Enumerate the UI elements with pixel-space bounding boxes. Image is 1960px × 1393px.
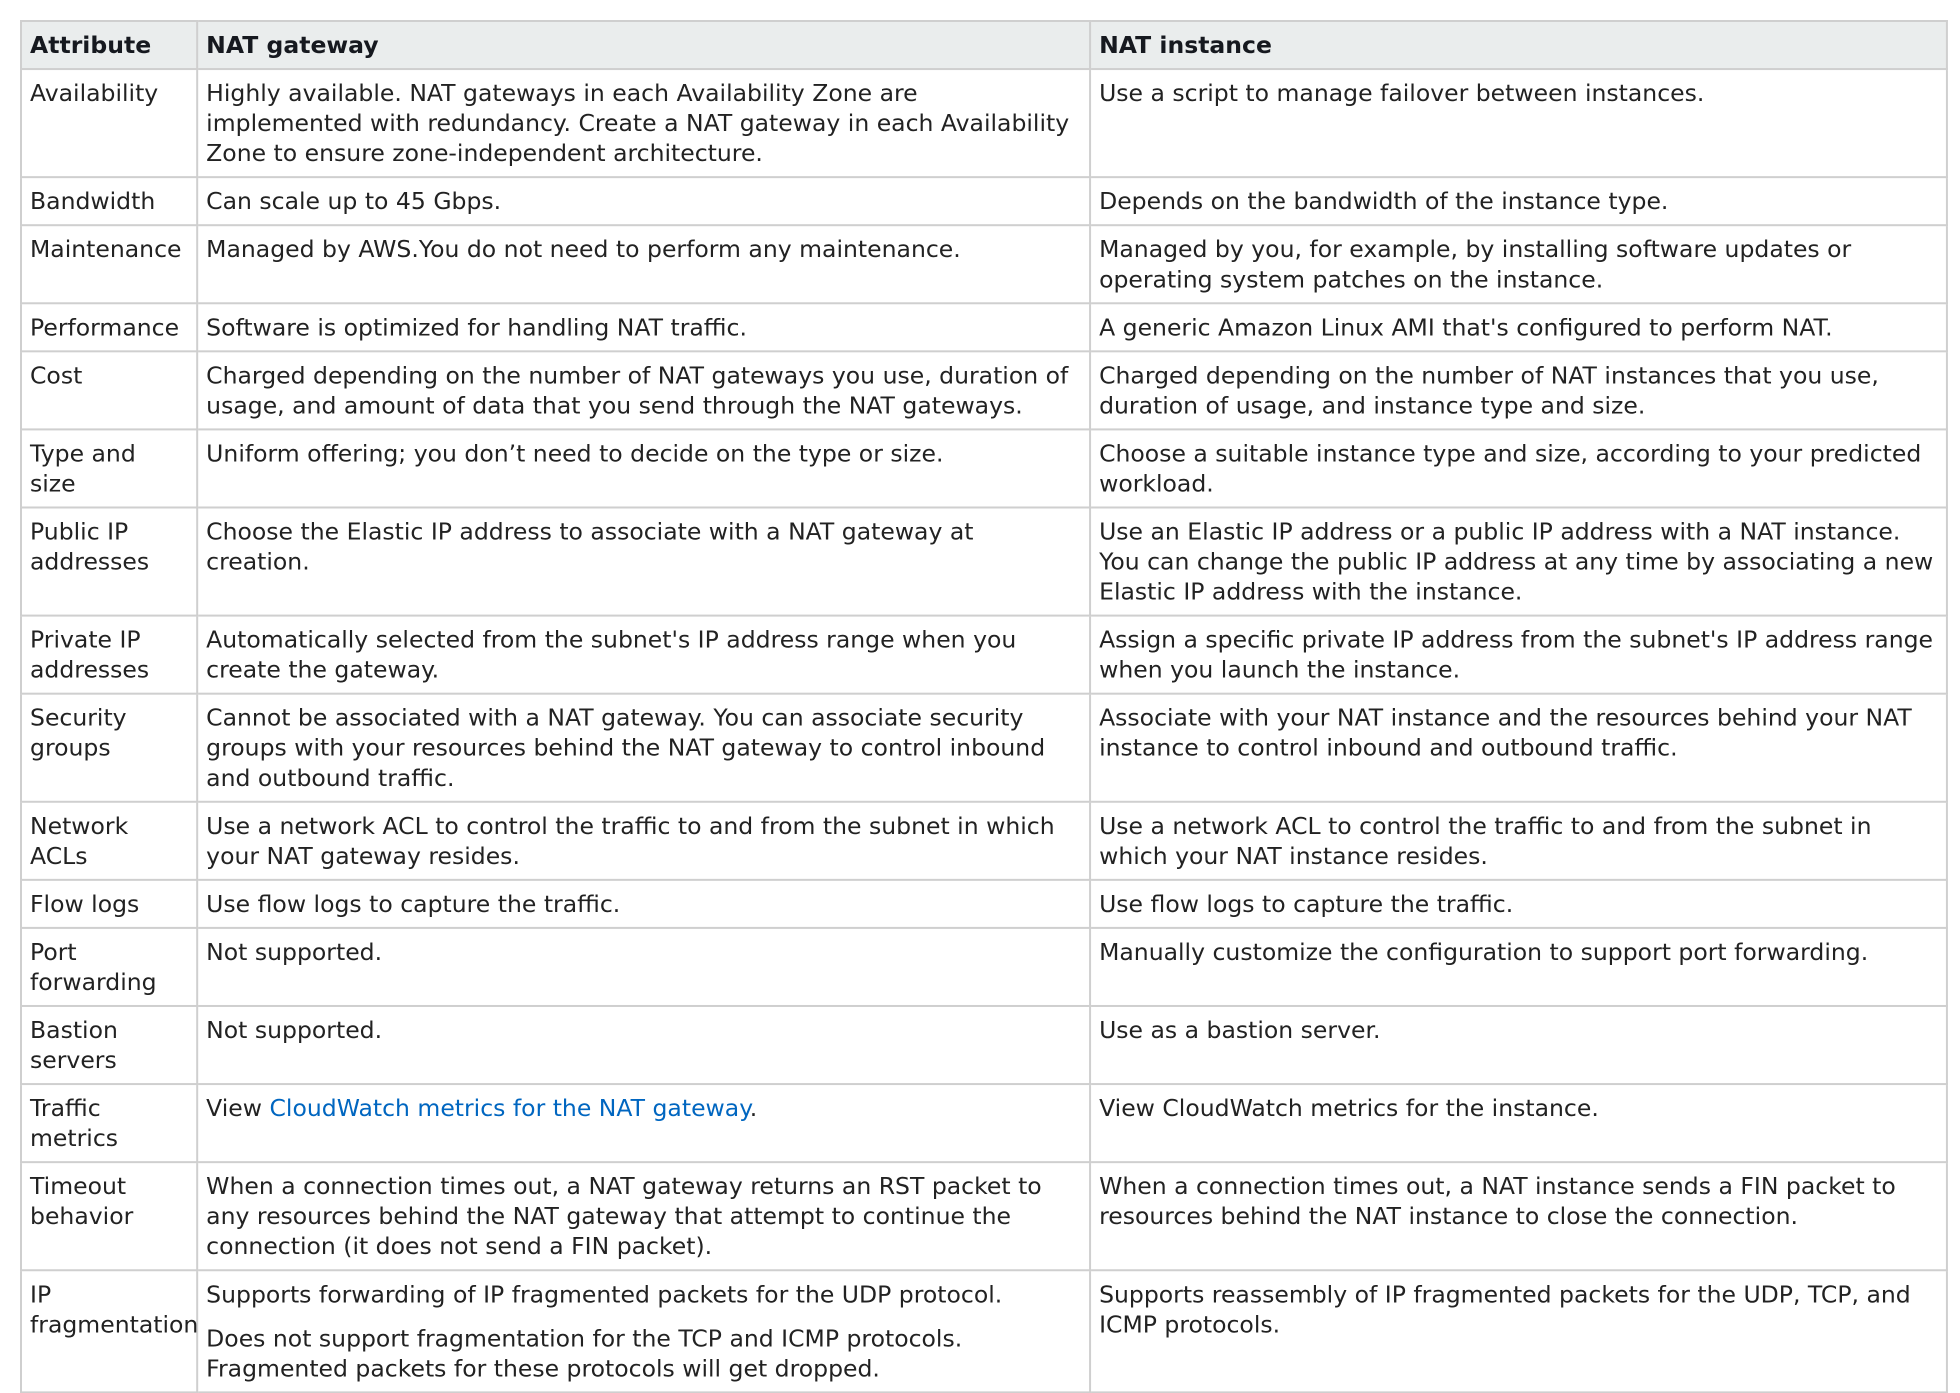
- attribute-cell: Private IP addresses: [21, 616, 197, 694]
- cell-paragraph: Software is optimized for handling NAT traffic.: [206, 313, 747, 342]
- nat-gateway-cell: [197, 507, 1090, 615]
- nat-gateway-cell: [197, 1084, 1090, 1162]
- attribute-cell: Timeout behavior: [21, 1162, 197, 1270]
- link-prefix-text: View: [206, 1094, 270, 1123]
- nat-gateway-cell: [197, 303, 1090, 351]
- cell-paragraph: Can scale up to 45 Gbps.: [206, 187, 502, 216]
- table-row: [21, 802, 1947, 880]
- attribute-cell: IP fragmentation: [21, 1270, 197, 1392]
- cell-paragraph: Depends on the bandwidth of the instance type.: [1099, 187, 1669, 216]
- nat-gateway-cell: [197, 802, 1090, 880]
- table-row: [21, 928, 1947, 1006]
- nat-gateway-cell: [197, 616, 1090, 694]
- table-row: [21, 1006, 1947, 1084]
- table-body: [21, 69, 1947, 1392]
- cell-paragraph: [206, 1093, 1081, 1123]
- nat-gateway-cell: [197, 1162, 1090, 1270]
- nat-instance-cell: [1090, 1084, 1947, 1162]
- nat-instance-cell: [1090, 694, 1947, 802]
- nat-instance-cell: [1090, 507, 1947, 615]
- header-attribute: Attribute: [21, 21, 197, 69]
- cell-paragraph: Choose the Elastic IP address to associate with a NAT gateway at creation.: [206, 517, 974, 576]
- nat-gateway-cell: [197, 694, 1090, 802]
- cell-paragraph: Not supported.: [206, 937, 383, 966]
- table-row: [21, 177, 1947, 225]
- attribute-cell: Maintenance: [21, 225, 197, 303]
- nat-gateway-cell: [197, 69, 1090, 177]
- cell-paragraph: Use an Elastic IP address or a public IP address with a NAT instance. You can change the public IP address at any time by associating a new Elastic IP address with the instance.: [1099, 517, 1934, 606]
- nat-gateway-cell: [197, 880, 1090, 928]
- attribute-cell: Traffic metrics: [21, 1084, 197, 1162]
- nat-instance-cell: [1090, 1006, 1947, 1084]
- cell-paragraph: Assign a specific private IP address from the subnet's IP address range when you launch the instance.: [1099, 625, 1934, 684]
- table-row: [21, 694, 1947, 802]
- cloudwatch-metrics-link[interactable]: CloudWatch metrics for the NAT gateway: [269, 1094, 750, 1123]
- cell-paragraph: Associate with your NAT instance and the resources behind your NAT instance to control inbound and outbound traffic.: [1099, 703, 1912, 762]
- header-nat-gateway: NAT gateway: [197, 21, 1090, 69]
- table-row: [21, 351, 1947, 429]
- attribute-cell: Port forwarding: [21, 928, 197, 1006]
- cell-paragraph: Manually customize the configuration to support port forwarding.: [1099, 937, 1869, 966]
- table-row: [21, 69, 1947, 177]
- table-row: [21, 880, 1947, 928]
- table-header-row: [21, 21, 1947, 69]
- attribute-cell: Bastion servers: [21, 1006, 197, 1084]
- cell-paragraph: Use a network ACL to control the traffic to and from the subnet in which your NAT instance resides.: [1099, 811, 1872, 870]
- cell-paragraph: Managed by you, for example, by installing software updates or operating system patches on the instance.: [1099, 235, 1852, 294]
- nat-gateway-cell: [197, 177, 1090, 225]
- table-row: [21, 507, 1947, 615]
- header-nat-instance: NAT instance: [1090, 21, 1947, 69]
- nat-instance-cell: [1090, 1162, 1947, 1270]
- cell-paragraph: Use flow logs to capture the traffic.: [1099, 889, 1514, 918]
- cell-paragraph: Does not support fragmentation for the TCP and ICMP protocols. Fragmented packets for these protocols will get dropped.: [206, 1324, 963, 1383]
- attribute-cell: Network ACLs: [21, 802, 197, 880]
- nat-gateway-cell: [197, 225, 1090, 303]
- nat-instance-cell: [1090, 225, 1947, 303]
- attribute-cell: Bandwidth: [21, 177, 197, 225]
- cell-paragraph: Not supported.: [206, 1015, 383, 1045]
- comparison-table-container: [20, 20, 1946, 1393]
- nat-instance-cell: [1090, 351, 1947, 429]
- nat-instance-cell: [1090, 880, 1947, 928]
- table-row: [21, 225, 1947, 303]
- nat-instance-cell: [1090, 429, 1947, 507]
- attribute-cell: Performance: [21, 303, 197, 351]
- link-suffix-text: .: [749, 1094, 758, 1123]
- nat-instance-cell: [1090, 1270, 1947, 1392]
- table-row: [21, 1162, 1947, 1270]
- cell-paragraph: Highly available. NAT gateways in each Availability Zone are implemented with redundancy. Create a NAT gateway in each Availability Zone to ensure zone-independent architecture.: [206, 79, 1070, 168]
- table-row: [21, 303, 1947, 351]
- cell-paragraph: Charged depending on the number of NAT instances that you use, duration of usage, and instance type and size.: [1099, 361, 1879, 420]
- cell-paragraph: View CloudWatch metrics for the instance.: [1099, 1094, 1599, 1123]
- attribute-cell: Flow logs: [21, 880, 197, 928]
- table-row: [21, 616, 1947, 694]
- nat-instance-cell: [1090, 69, 1947, 177]
- cell-paragraph: Use flow logs to capture the traffic.: [206, 889, 621, 918]
- attribute-cell: Cost: [21, 351, 197, 429]
- nat-instance-cell: [1090, 616, 1947, 694]
- nat-gateway-cell: [197, 351, 1090, 429]
- cell-paragraph: Uniform offering; you don’t need to decide on the type or size.: [206, 439, 944, 468]
- cell-paragraph: Automatically selected from the subnet's IP address range when you create the gateway.: [206, 625, 1017, 684]
- cell-paragraph: When a connection times out, a NAT instance sends a FIN packet to resources behind the NAT instance to close the connection.: [1099, 1172, 1896, 1231]
- nat-gateway-cell: [197, 1270, 1090, 1392]
- nat-instance-cell: [1090, 177, 1947, 225]
- attribute-cell: Availability: [21, 69, 197, 177]
- table-row: [21, 429, 1947, 507]
- cell-paragraph: Supports reassembly of IP fragmented packets for the UDP, TCP, and ICMP protocols.: [1099, 1280, 1911, 1339]
- attribute-cell: Security groups: [21, 694, 197, 802]
- attribute-cell: Public IP addresses: [21, 507, 197, 615]
- nat-gateway-cell: [197, 1006, 1090, 1084]
- nat-comparison-table: [20, 20, 1948, 1393]
- table-row: [21, 1084, 1947, 1162]
- nat-gateway-cell: [197, 928, 1090, 1006]
- cell-paragraph: When a connection times out, a NAT gateway returns an RST packet to any resources behind the NAT gateway that attempt to continue the connection (it does not send a FIN packet).: [206, 1172, 1042, 1261]
- cell-paragraph: Managed by AWS.You do not need to perform any maintenance.: [206, 235, 961, 264]
- cell-paragraph: Use a network ACL to control the traffic to and from the subnet in which your NAT gateway resides.: [206, 811, 1055, 870]
- nat-gateway-cell: [197, 429, 1090, 507]
- nat-instance-cell: [1090, 928, 1947, 1006]
- cell-paragraph: A generic Amazon Linux AMI that's configured to perform NAT.: [1099, 313, 1833, 342]
- cell-paragraph: Supports forwarding of IP fragmented packets for the UDP protocol.: [206, 1280, 1003, 1309]
- cell-paragraph: Cannot be associated with a NAT gateway. You can associate security groups with your resources behind the NAT gateway to control inbound and outbound traffic.: [206, 703, 1046, 792]
- cell-paragraph: Use as a bastion server.: [1099, 1015, 1381, 1045]
- attribute-cell: Type and size: [21, 429, 197, 507]
- nat-instance-cell: [1090, 802, 1947, 880]
- cell-paragraph: Charged depending on the number of NAT gateways you use, duration of usage, and amount of data that you send through the NAT gateways.: [206, 361, 1069, 420]
- cell-paragraph: Choose a suitable instance type and size, according to your predicted workload.: [1099, 439, 1922, 498]
- nat-instance-cell: [1090, 303, 1947, 351]
- cell-paragraph: Use a script to manage failover between instances.: [1099, 79, 1705, 108]
- table-row: [21, 1270, 1947, 1392]
